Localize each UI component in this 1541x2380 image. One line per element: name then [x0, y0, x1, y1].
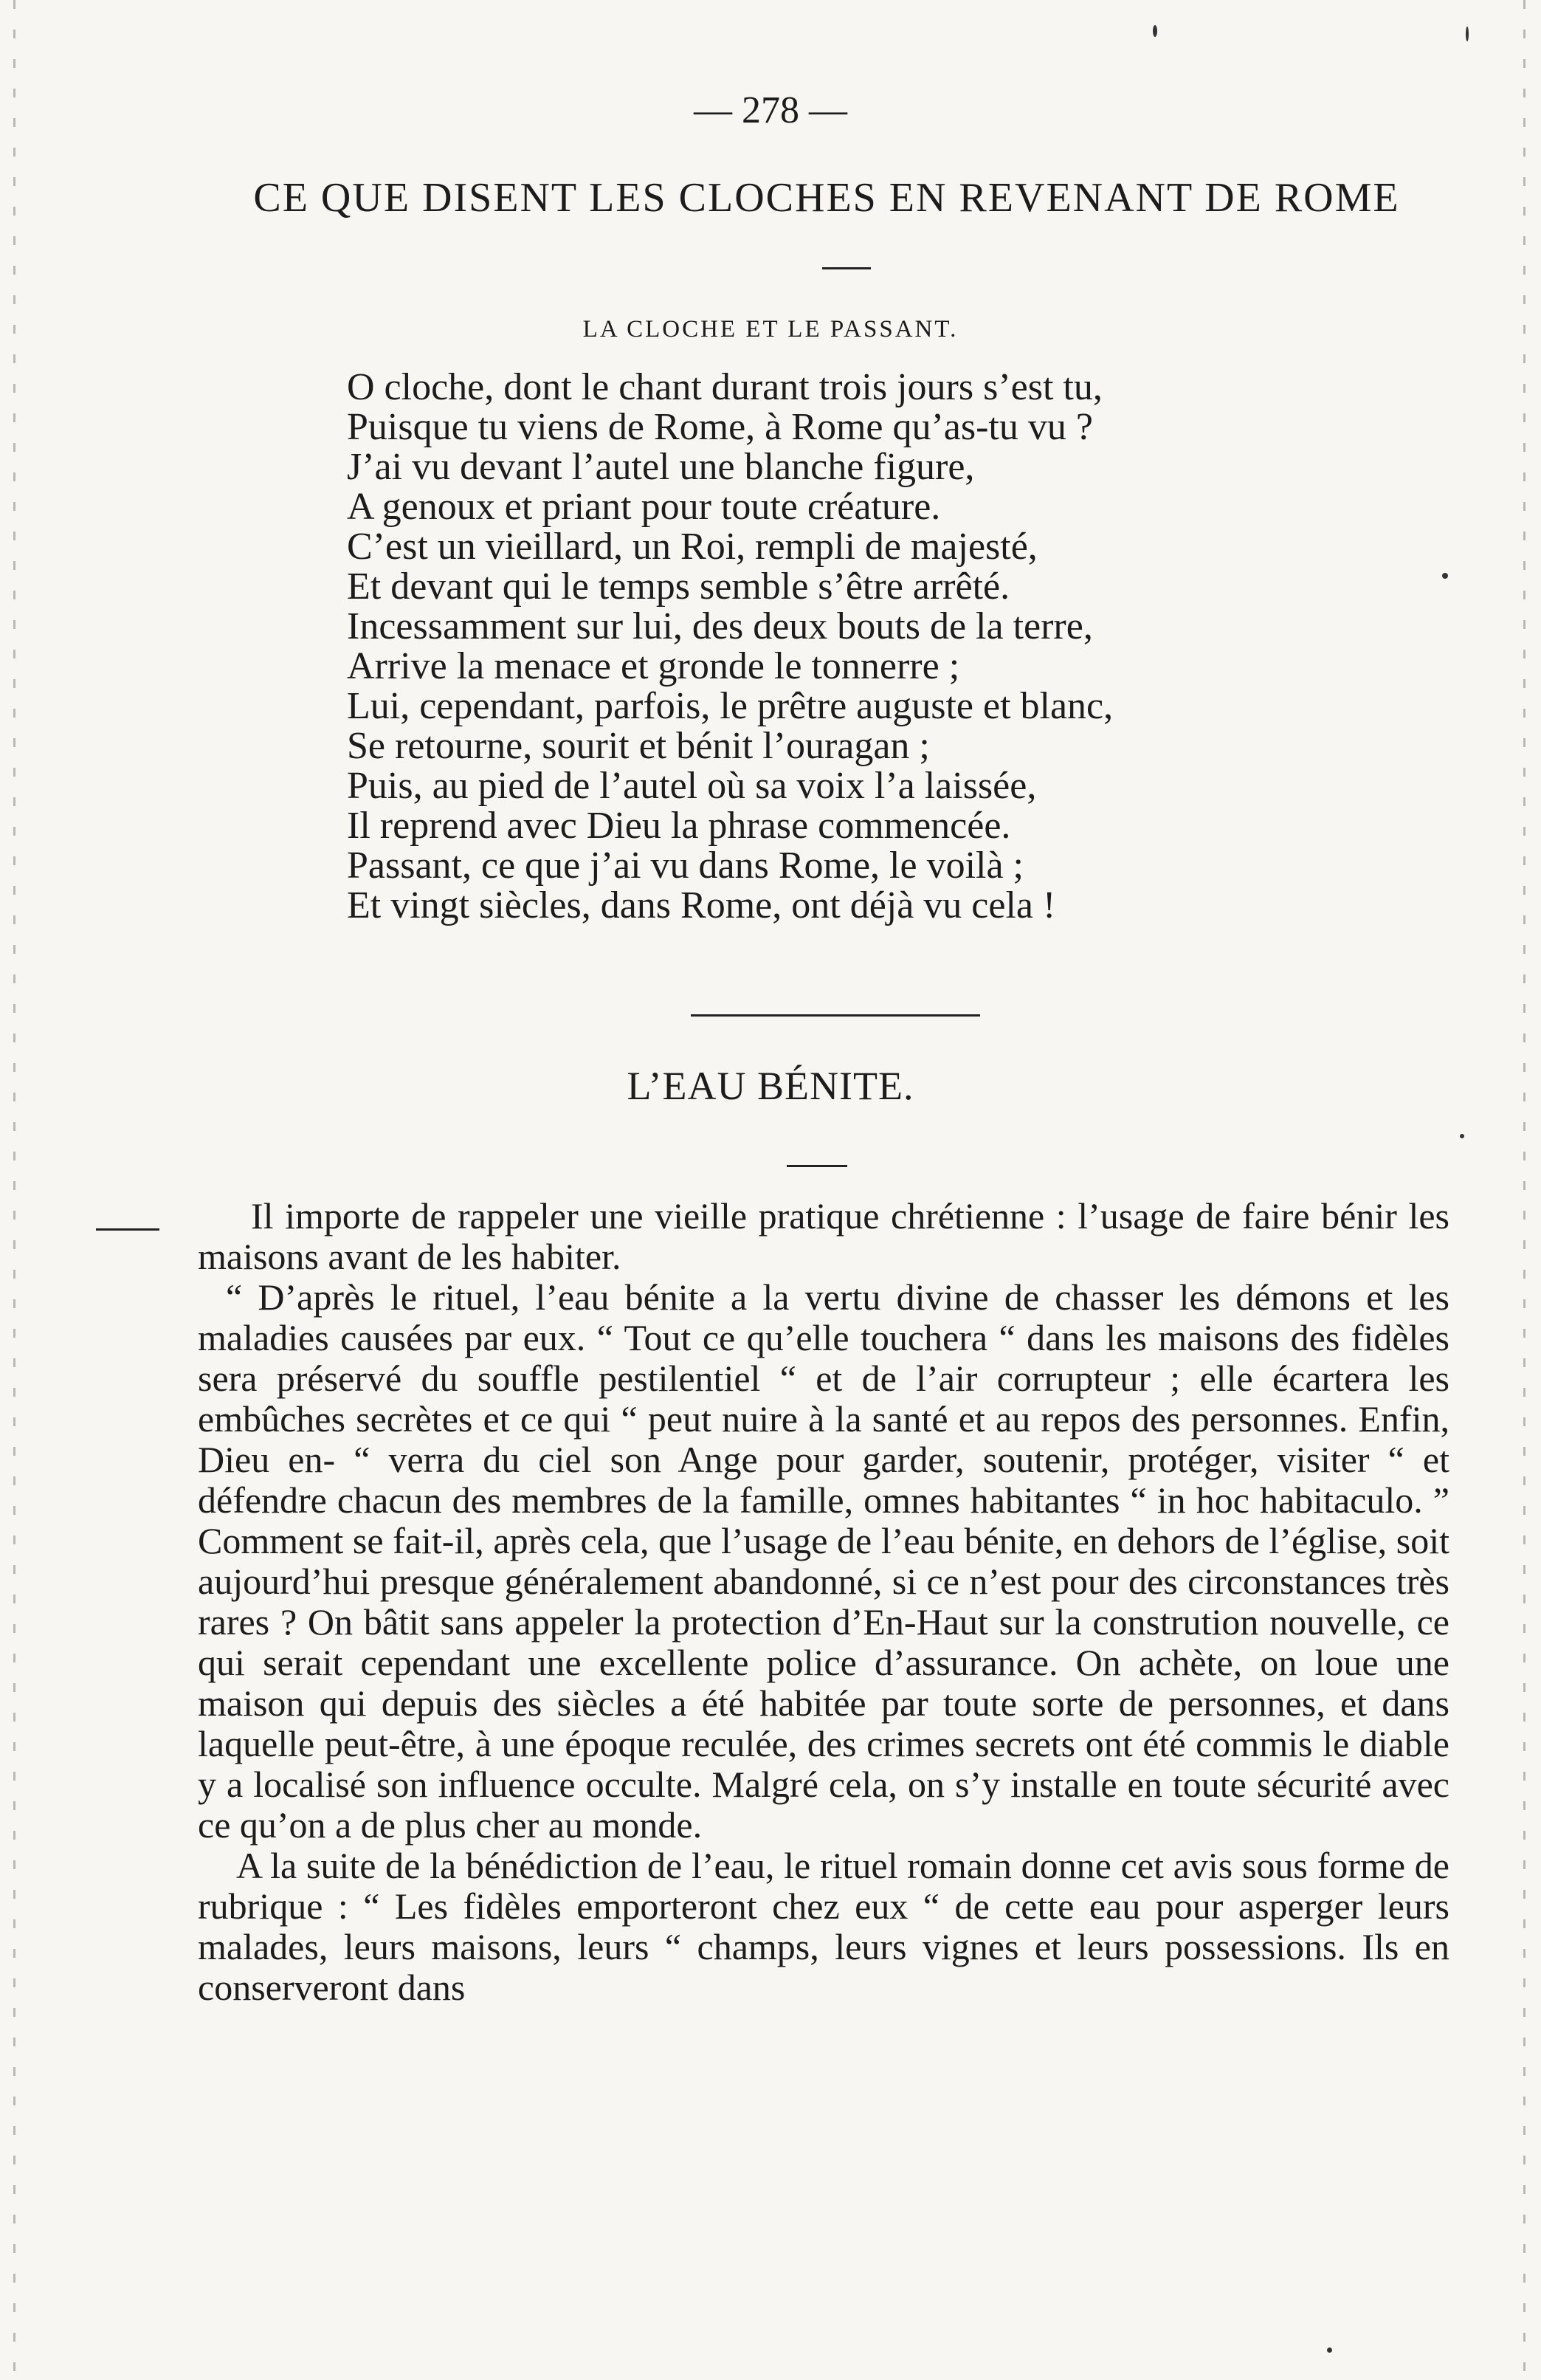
poem-line: Puisque tu viens de Rome, à Rome qu’as-tu vu ?: [347, 406, 1093, 448]
poem-line: A genoux et priant pour toute créature.: [347, 486, 941, 528]
title-rule: [822, 267, 871, 269]
poem: [347, 368, 1321, 926]
poem-line: J’ai vu devant l’autel une blanche figure,: [347, 446, 975, 488]
page-edge-left: [13, 0, 15, 2380]
poem-line: C’est un vieillard, un Roi, rempli de majesté,: [347, 526, 1038, 568]
paragraph: A la suite de la bénédiction de l’eau, le rituel romain donne cet avis sous forme de rubrique : “ Les fidèles emporteront chez eux “ de cette eau pour asperger leurs malades, leurs maisons, leurs “ champs, leurs vignes et leurs possessions. Ils en conserveront dans: [198, 1845, 1449, 2008]
poem-line: Et devant qui le temps semble s’être arrêté.: [347, 565, 1010, 608]
poem-line: Et vingt siècles, dans Rome, ont déjà vu cela !: [347, 884, 1056, 926]
page-edge-right: [1523, 0, 1526, 2380]
body-text: [198, 1196, 1449, 2008]
poem-line: Se retourne, sourit et bénit l’ouragan ;: [347, 725, 930, 767]
paragraph: “ D’après le rituel, l’eau bénite a la vertu divine de chasser les démons et les maladies causées par eux. “ Tout ce qu’elle touchera “ dans les maisons des fidèles sera préservé du souffle pestilentiel “ et de l’air corrupteur ; elle écartera les embûches secrètes et ce qui “ peut nuire à la santé et au repos des personnes. Enfin, Dieu en- “ verra du ciel son Ange pour garder, soutenir, protéger, visiter “ et défendre chacun des membres de la famille, omnes habitantes “ in hoc habitaculo. ” Comment se fait-il, après cela, que l’usage de l’eau bénite, en dehors de l’église, soit aujourd’hui presque généralement abandonné, si ce n’est pour des circonstances très rares ? On bâtit sans appeler la protection d’En-Haut sur la constrution nouvelle, ce qui serait cependant une excellente police d’assurance. On achète, on loue une maison qui depuis des siècles a été habitée par toute sorte de personnes, et dans laquelle peut-être, à une époque reculée, des crimes secrets ont été commis le diable y a localisé son influence occulte. Malgré cela, on s’y installe en toute sécurité avec ce qu’on a de plus cher au monde.: [198, 1276, 1449, 1846]
poem-subtitle: LA CLOCHE ET LE PASSANT.: [582, 316, 959, 343]
poem-line: Lui, cependant, parfois, le prêtre auguste et blanc,: [347, 685, 1114, 727]
poem-line: Incessamment sur lui, des deux bouts de la terre,: [347, 605, 1093, 647]
page-number: — 278 —: [694, 89, 847, 131]
scan-speck: [1442, 573, 1448, 579]
section-title-rule: [787, 1165, 847, 1167]
poem-line: Passant, ce que j’ai vu dans Rome, le voilà ;: [347, 845, 1024, 887]
scan-speck: [1327, 2348, 1332, 2353]
section-divider: [691, 1014, 980, 1017]
scan-speck: [1460, 1134, 1464, 1138]
section-title: L’EAU BÉNITE.: [627, 1064, 914, 1108]
margin-dash: [96, 1228, 159, 1231]
scan-speck: [1153, 25, 1157, 37]
poem-line: Puis, au pied de l’autel où sa voix l’a laissée,: [347, 765, 1037, 807]
scan-speck: [1466, 27, 1469, 41]
poem-line: Arrive la menace et gronde le tonnerre ;: [347, 645, 960, 687]
poem-line: Il reprend avec Dieu la phrase commencée.: [347, 805, 1011, 847]
poem-line: O cloche, dont le chant durant trois jours s’est tu,: [347, 366, 1103, 408]
main-title: CE QUE DISENT LES CLOCHES EN REVENANT DE ROME: [253, 175, 1400, 221]
paragraph: Il importe de rappeler une vieille pratique chrétienne : l’usage de faire bénir les maisons avant de les habiter.: [198, 1195, 1449, 1277]
